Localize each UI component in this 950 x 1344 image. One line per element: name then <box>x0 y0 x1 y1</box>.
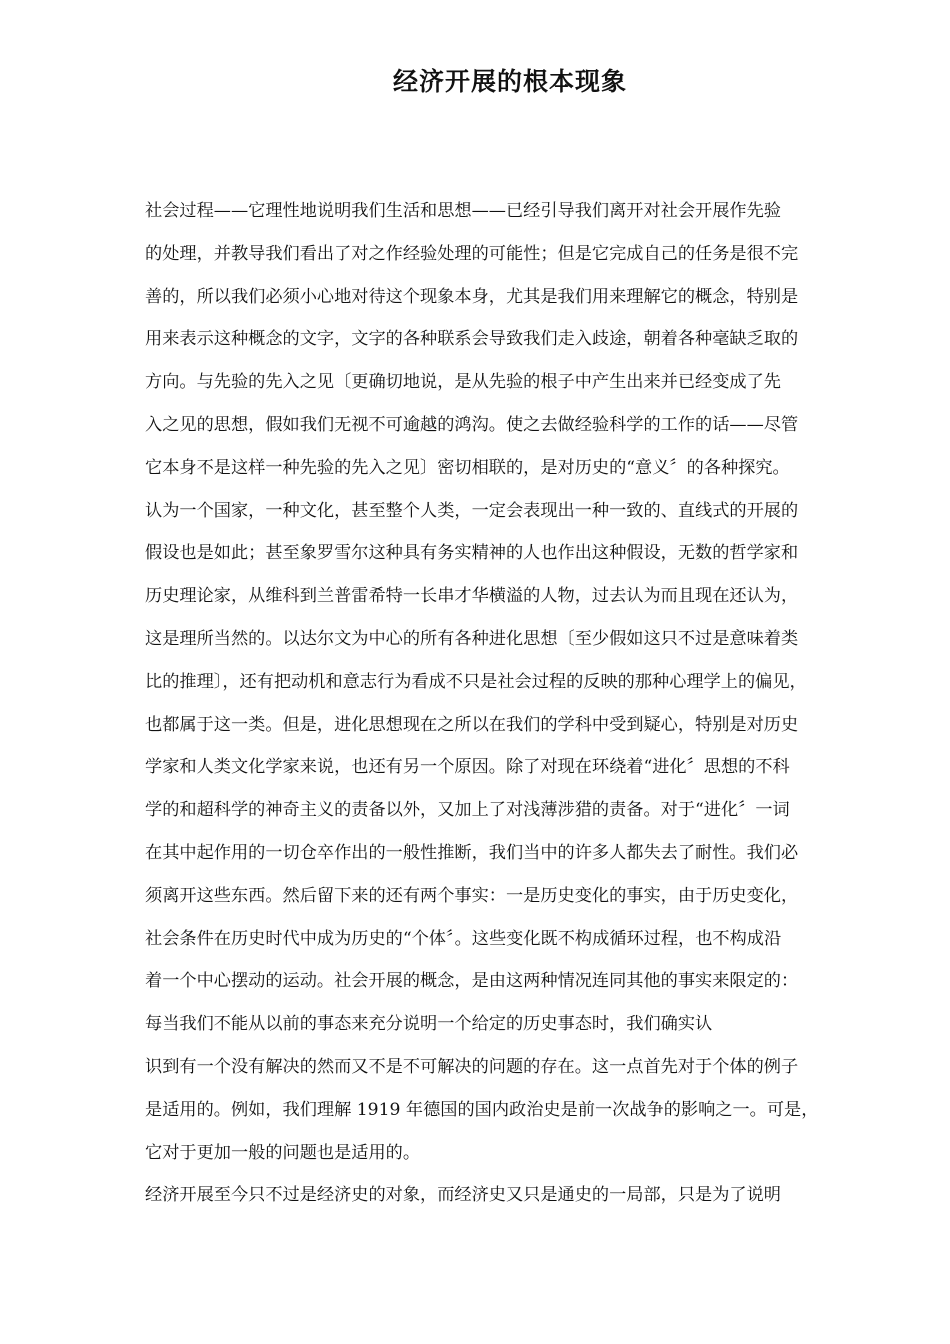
text-line: 学的和超科学的神奇主义的责备以外，又加上了对浅薄涉猎的责备。对于“进化〞一词 <box>145 800 790 821</box>
text-line: 方向。与先验的先入之见〔更确切地说，是从先验的根子中产生出来并已经变成了先 <box>145 372 781 393</box>
text-line: 假设也是如此；甚至象罗雪尔这种具有务实精神的人也作出这种假设，无数的哲学家和 <box>145 543 799 564</box>
text-line: 历史理论家，从维科到兰普雷希特一长串才华横溢的人物，过去认为而且现在还认为， <box>145 586 799 607</box>
text-line: 也都属于这一类。但是，进化思想现在之所以在我们的学科中受到疑心，特别是对历史 <box>145 714 799 735</box>
text-line: 每当我们不能从以前的事态来充分说明一个给定的历史事态时，我们确实认 <box>145 1014 713 1035</box>
text-line: 社会条件在历史时代中成为历史的“个体〞。这些变化既不构成循环过程，也不构成沿 <box>145 928 782 949</box>
text-line: 这是理所当然的。以达尔文为中心的所有各种进化思想〔至少假如这只不过是意味着类 <box>145 628 799 649</box>
text-line: 的处理，并教导我们看出了对之作经验处理的可能性；但是它完成自己的任务是很不完 <box>145 243 799 264</box>
text-line: 入之见的思想，假如我们无视不可逾越的鸿沟。使之去做经验科学的工作的话——尽管 <box>145 414 799 435</box>
document-title: 经济开展的根本现象 <box>392 67 627 96</box>
text-line: 着一个中心摆动的运动。社会开展的概念，是由这两种情况连同其他的事实来限定的： <box>145 971 799 992</box>
text-line: 在其中起作用的一切仓卒作出的一般性推断，我们当中的许多人都失去了耐性。我们必 <box>145 842 799 863</box>
text-line: 识到有一个没有解决的然而又不是不可解决的问题的存在。这一点首先对于个体的例子 <box>145 1056 799 1077</box>
text-line: 它对于更加一般的问题也是适用的。 <box>145 1142 421 1163</box>
text-line: 用来表示这种概念的文字，文字的各种联系会导致我们走入歧途，朝着各种毫缺乏取的 <box>145 329 799 350</box>
text-line: 善的，所以我们必须小心地对待这个现象本身，尤其是我们用来理解它的概念，特别是 <box>145 286 799 307</box>
text-line: 认为一个国家，一种文化，甚至整个人类，一定会表现出一种一致的、直线式的开展的 <box>145 500 799 521</box>
text-line: 是适用的。例如，我们理解 1919 年德国的国内政治史是前一次战争的影响之一。可是， <box>145 1099 819 1120</box>
text-line: 须离开这些东西。然后留下来的还有两个事实：一是历史变化的事实，由于历史变化， <box>145 885 799 906</box>
text-line: 经济开展至今只不过是经济史的对象，而经济史又只是通史的一局部，只是为了说明 <box>145 1185 781 1206</box>
text-line: 比的推理〕，还有把动机和意志行为看成不只是社会过程的反映的那种心理学上的偏见， <box>145 671 807 692</box>
text-line: 它本身不是这样一种先验的先入之见〕密切相联的，是对历史的“意义〞的各种探究。 <box>145 457 790 478</box>
text-line: 学家和人类文化学家来说，也还有另一个原因。除了对现在环绕着“进化〞思想的不科 <box>145 757 790 778</box>
document-body <box>145 197 885 1224</box>
text-line: 社会过程——它理性地说明我们生活和思想——已经引导我们离开对社会开展作先验 <box>145 201 781 221</box>
